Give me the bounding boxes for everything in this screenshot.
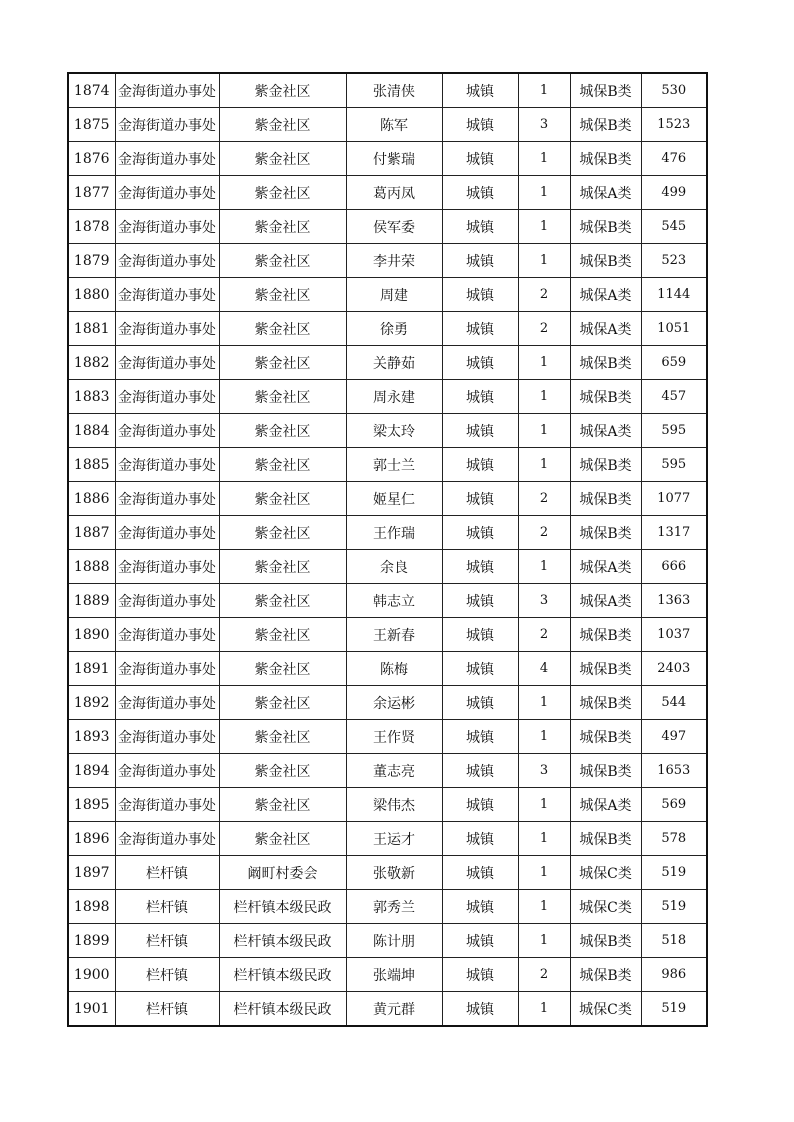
amount-cell: 1653 bbox=[641, 754, 707, 788]
insurance-category-cell: 城保B类 bbox=[570, 346, 641, 380]
household-count-cell: 1 bbox=[518, 890, 570, 924]
insurance-category-cell: 城保B类 bbox=[570, 482, 641, 516]
amount-cell: 2403 bbox=[641, 652, 707, 686]
amount-cell: 1051 bbox=[641, 312, 707, 346]
household-count-cell: 1 bbox=[518, 550, 570, 584]
area-type-cell: 城镇 bbox=[442, 380, 518, 414]
insurance-category-cell: 城保B类 bbox=[570, 958, 641, 992]
area-type-cell: 城镇 bbox=[442, 516, 518, 550]
amount-cell: 578 bbox=[641, 822, 707, 856]
amount-cell: 666 bbox=[641, 550, 707, 584]
community-cell: 紫金社区 bbox=[219, 312, 346, 346]
row-number-cell: 1879 bbox=[68, 244, 115, 278]
area-type-cell: 城镇 bbox=[442, 312, 518, 346]
area-type-cell: 城镇 bbox=[442, 890, 518, 924]
amount-cell: 1144 bbox=[641, 278, 707, 312]
row-number-cell: 1887 bbox=[68, 516, 115, 550]
table-row bbox=[68, 346, 707, 380]
table-row bbox=[68, 278, 707, 312]
amount-cell: 476 bbox=[641, 142, 707, 176]
person-name-cell: 侯军委 bbox=[346, 210, 442, 244]
community-cell: 栏杆镇本级民政 bbox=[219, 890, 346, 924]
amount-cell: 986 bbox=[641, 958, 707, 992]
street-office-cell: 金海街道办事处 bbox=[115, 414, 219, 448]
community-cell: 紫金社区 bbox=[219, 448, 346, 482]
row-number-cell: 1888 bbox=[68, 550, 115, 584]
community-cell: 栏杆镇本级民政 bbox=[219, 992, 346, 1027]
community-cell: 紫金社区 bbox=[219, 73, 346, 108]
table-row bbox=[68, 822, 707, 856]
insurance-category-cell: 城保B类 bbox=[570, 73, 641, 108]
row-number-cell: 1893 bbox=[68, 720, 115, 754]
street-office-cell: 金海街道办事处 bbox=[115, 244, 219, 278]
area-type-cell: 城镇 bbox=[442, 448, 518, 482]
street-office-cell: 金海街道办事处 bbox=[115, 108, 219, 142]
row-number-cell: 1882 bbox=[68, 346, 115, 380]
table-row bbox=[68, 142, 707, 176]
amount-cell: 519 bbox=[641, 992, 707, 1027]
table-row bbox=[68, 482, 707, 516]
table-row bbox=[68, 108, 707, 142]
table-row bbox=[68, 652, 707, 686]
community-cell: 栏杆镇本级民政 bbox=[219, 924, 346, 958]
community-cell: 紫金社区 bbox=[219, 618, 346, 652]
insurance-category-cell: 城保A类 bbox=[570, 312, 641, 346]
area-type-cell: 城镇 bbox=[442, 278, 518, 312]
household-count-cell: 1 bbox=[518, 73, 570, 108]
community-cell: 紫金社区 bbox=[219, 278, 346, 312]
insurance-category-cell: 城保A类 bbox=[570, 550, 641, 584]
amount-cell: 1077 bbox=[641, 482, 707, 516]
area-type-cell: 城镇 bbox=[442, 856, 518, 890]
street-office-cell: 金海街道办事处 bbox=[115, 618, 219, 652]
row-number-cell: 1875 bbox=[68, 108, 115, 142]
area-type-cell: 城镇 bbox=[442, 924, 518, 958]
person-name-cell: 董志亮 bbox=[346, 754, 442, 788]
street-office-cell: 金海街道办事处 bbox=[115, 380, 219, 414]
table-row bbox=[68, 516, 707, 550]
insurance-category-cell: 城保B类 bbox=[570, 822, 641, 856]
row-number-cell: 1874 bbox=[68, 73, 115, 108]
amount-cell: 659 bbox=[641, 346, 707, 380]
table-row bbox=[68, 448, 707, 482]
amount-cell: 569 bbox=[641, 788, 707, 822]
community-cell: 紫金社区 bbox=[219, 754, 346, 788]
person-name-cell: 陈军 bbox=[346, 108, 442, 142]
person-name-cell: 王新春 bbox=[346, 618, 442, 652]
table-row bbox=[68, 992, 707, 1027]
street-office-cell: 金海街道办事处 bbox=[115, 720, 219, 754]
table-row bbox=[68, 686, 707, 720]
community-cell: 紫金社区 bbox=[219, 788, 346, 822]
row-number-cell: 1880 bbox=[68, 278, 115, 312]
table-row bbox=[68, 244, 707, 278]
table-row bbox=[68, 414, 707, 448]
community-cell: 紫金社区 bbox=[219, 346, 346, 380]
amount-cell: 519 bbox=[641, 856, 707, 890]
community-cell: 紫金社区 bbox=[219, 414, 346, 448]
household-count-cell: 3 bbox=[518, 108, 570, 142]
street-office-cell: 栏杆镇 bbox=[115, 992, 219, 1027]
area-type-cell: 城镇 bbox=[442, 482, 518, 516]
street-office-cell: 金海街道办事处 bbox=[115, 822, 219, 856]
person-name-cell: 韩志立 bbox=[346, 584, 442, 618]
household-count-cell: 1 bbox=[518, 924, 570, 958]
amount-cell: 1037 bbox=[641, 618, 707, 652]
person-name-cell: 陈梅 bbox=[346, 652, 442, 686]
insurance-category-cell: 城保B类 bbox=[570, 618, 641, 652]
community-cell: 紫金社区 bbox=[219, 686, 346, 720]
person-name-cell: 陈计朋 bbox=[346, 924, 442, 958]
table-body bbox=[68, 73, 707, 1026]
household-count-cell: 1 bbox=[518, 380, 570, 414]
person-name-cell: 徐勇 bbox=[346, 312, 442, 346]
amount-cell: 545 bbox=[641, 210, 707, 244]
row-number-cell: 1881 bbox=[68, 312, 115, 346]
area-type-cell: 城镇 bbox=[442, 788, 518, 822]
area-type-cell: 城镇 bbox=[442, 618, 518, 652]
community-cell: 紫金社区 bbox=[219, 380, 346, 414]
row-number-cell: 1891 bbox=[68, 652, 115, 686]
street-office-cell: 金海街道办事处 bbox=[115, 210, 219, 244]
insurance-category-cell: 城保A类 bbox=[570, 278, 641, 312]
area-type-cell: 城镇 bbox=[442, 210, 518, 244]
table-row bbox=[68, 788, 707, 822]
community-cell: 紫金社区 bbox=[219, 720, 346, 754]
area-type-cell: 城镇 bbox=[442, 73, 518, 108]
street-office-cell: 金海街道办事处 bbox=[115, 346, 219, 380]
amount-cell: 1363 bbox=[641, 584, 707, 618]
household-count-cell: 1 bbox=[518, 414, 570, 448]
household-count-cell: 1 bbox=[518, 176, 570, 210]
household-count-cell: 1 bbox=[518, 788, 570, 822]
table-row bbox=[68, 754, 707, 788]
street-office-cell: 金海街道办事处 bbox=[115, 142, 219, 176]
community-cell: 紫金社区 bbox=[219, 142, 346, 176]
row-number-cell: 1885 bbox=[68, 448, 115, 482]
street-office-cell: 金海街道办事处 bbox=[115, 788, 219, 822]
row-number-cell: 1895 bbox=[68, 788, 115, 822]
area-type-cell: 城镇 bbox=[442, 108, 518, 142]
community-cell: 阚町村委会 bbox=[219, 856, 346, 890]
row-number-cell: 1878 bbox=[68, 210, 115, 244]
household-count-cell: 1 bbox=[518, 686, 570, 720]
table-row bbox=[68, 720, 707, 754]
area-type-cell: 城镇 bbox=[442, 652, 518, 686]
street-office-cell: 金海街道办事处 bbox=[115, 584, 219, 618]
amount-cell: 497 bbox=[641, 720, 707, 754]
person-name-cell: 郭秀兰 bbox=[346, 890, 442, 924]
street-office-cell: 金海街道办事处 bbox=[115, 754, 219, 788]
row-number-cell: 1894 bbox=[68, 754, 115, 788]
area-type-cell: 城镇 bbox=[442, 992, 518, 1027]
person-name-cell: 周建 bbox=[346, 278, 442, 312]
street-office-cell: 金海街道办事处 bbox=[115, 73, 219, 108]
table-row bbox=[68, 618, 707, 652]
person-name-cell: 周永建 bbox=[346, 380, 442, 414]
community-cell: 紫金社区 bbox=[219, 108, 346, 142]
person-name-cell: 姬星仁 bbox=[346, 482, 442, 516]
amount-cell: 519 bbox=[641, 890, 707, 924]
person-name-cell: 王作瑞 bbox=[346, 516, 442, 550]
table-row bbox=[68, 176, 707, 210]
household-count-cell: 2 bbox=[518, 618, 570, 652]
person-name-cell: 梁伟杰 bbox=[346, 788, 442, 822]
insurance-category-cell: 城保B类 bbox=[570, 652, 641, 686]
area-type-cell: 城镇 bbox=[442, 346, 518, 380]
street-office-cell: 栏杆镇 bbox=[115, 890, 219, 924]
row-number-cell: 1900 bbox=[68, 958, 115, 992]
person-name-cell: 付紫瑞 bbox=[346, 142, 442, 176]
amount-cell: 530 bbox=[641, 73, 707, 108]
insurance-category-cell: 城保B类 bbox=[570, 924, 641, 958]
insurance-category-cell: 城保A类 bbox=[570, 788, 641, 822]
row-number-cell: 1898 bbox=[68, 890, 115, 924]
household-count-cell: 1 bbox=[518, 720, 570, 754]
household-count-cell: 3 bbox=[518, 754, 570, 788]
household-count-cell: 1 bbox=[518, 210, 570, 244]
person-name-cell: 张清侠 bbox=[346, 73, 442, 108]
area-type-cell: 城镇 bbox=[442, 176, 518, 210]
insurance-category-cell: 城保B类 bbox=[570, 686, 641, 720]
community-cell: 栏杆镇本级民政 bbox=[219, 958, 346, 992]
community-cell: 紫金社区 bbox=[219, 550, 346, 584]
area-type-cell: 城镇 bbox=[442, 720, 518, 754]
street-office-cell: 金海街道办事处 bbox=[115, 482, 219, 516]
person-name-cell: 关静茹 bbox=[346, 346, 442, 380]
table-row bbox=[68, 312, 707, 346]
community-cell: 紫金社区 bbox=[219, 210, 346, 244]
household-count-cell: 2 bbox=[518, 516, 570, 550]
household-count-cell: 1 bbox=[518, 142, 570, 176]
amount-cell: 523 bbox=[641, 244, 707, 278]
insurance-category-cell: 城保B类 bbox=[570, 108, 641, 142]
household-count-cell: 1 bbox=[518, 856, 570, 890]
area-type-cell: 城镇 bbox=[442, 550, 518, 584]
street-office-cell: 金海街道办事处 bbox=[115, 652, 219, 686]
row-number-cell: 1892 bbox=[68, 686, 115, 720]
insurance-category-cell: 城保C类 bbox=[570, 856, 641, 890]
household-count-cell: 1 bbox=[518, 346, 570, 380]
insurance-category-cell: 城保B类 bbox=[570, 210, 641, 244]
insurance-category-cell: 城保B类 bbox=[570, 720, 641, 754]
community-cell: 紫金社区 bbox=[219, 482, 346, 516]
table-row bbox=[68, 584, 707, 618]
insurance-category-cell: 城保C类 bbox=[570, 890, 641, 924]
person-name-cell: 余运彬 bbox=[346, 686, 442, 720]
amount-cell: 595 bbox=[641, 414, 707, 448]
row-number-cell: 1877 bbox=[68, 176, 115, 210]
table-row bbox=[68, 856, 707, 890]
street-office-cell: 金海街道办事处 bbox=[115, 448, 219, 482]
person-name-cell: 黄元群 bbox=[346, 992, 442, 1027]
insurance-category-cell: 城保A类 bbox=[570, 176, 641, 210]
amount-cell: 1523 bbox=[641, 108, 707, 142]
row-number-cell: 1890 bbox=[68, 618, 115, 652]
household-count-cell: 3 bbox=[518, 584, 570, 618]
street-office-cell: 金海街道办事处 bbox=[115, 516, 219, 550]
row-number-cell: 1896 bbox=[68, 822, 115, 856]
area-type-cell: 城镇 bbox=[442, 686, 518, 720]
person-name-cell: 葛丙凤 bbox=[346, 176, 442, 210]
amount-cell: 457 bbox=[641, 380, 707, 414]
insurance-category-cell: 城保A类 bbox=[570, 414, 641, 448]
insurance-category-cell: 城保A类 bbox=[570, 584, 641, 618]
insurance-category-cell: 城保C类 bbox=[570, 992, 641, 1027]
table-row bbox=[68, 924, 707, 958]
amount-cell: 544 bbox=[641, 686, 707, 720]
table-row bbox=[68, 210, 707, 244]
household-count-cell: 2 bbox=[518, 482, 570, 516]
row-number-cell: 1889 bbox=[68, 584, 115, 618]
insurance-category-cell: 城保B类 bbox=[570, 380, 641, 414]
insurance-category-cell: 城保B类 bbox=[570, 516, 641, 550]
community-cell: 紫金社区 bbox=[219, 244, 346, 278]
area-type-cell: 城镇 bbox=[442, 822, 518, 856]
table-row bbox=[68, 958, 707, 992]
household-count-cell: 2 bbox=[518, 958, 570, 992]
row-number-cell: 1901 bbox=[68, 992, 115, 1027]
community-cell: 紫金社区 bbox=[219, 176, 346, 210]
community-cell: 紫金社区 bbox=[219, 584, 346, 618]
row-number-cell: 1886 bbox=[68, 482, 115, 516]
amount-cell: 1317 bbox=[641, 516, 707, 550]
amount-cell: 595 bbox=[641, 448, 707, 482]
insurance-category-cell: 城保B类 bbox=[570, 142, 641, 176]
street-office-cell: 栏杆镇 bbox=[115, 856, 219, 890]
street-office-cell: 栏杆镇 bbox=[115, 924, 219, 958]
person-name-cell: 张端坤 bbox=[346, 958, 442, 992]
area-type-cell: 城镇 bbox=[442, 584, 518, 618]
household-count-cell: 1 bbox=[518, 992, 570, 1027]
area-type-cell: 城镇 bbox=[442, 958, 518, 992]
person-name-cell: 王运才 bbox=[346, 822, 442, 856]
area-type-cell: 城镇 bbox=[442, 754, 518, 788]
benefits-table bbox=[67, 72, 708, 1027]
area-type-cell: 城镇 bbox=[442, 142, 518, 176]
insurance-category-cell: 城保B类 bbox=[570, 244, 641, 278]
table-row bbox=[68, 550, 707, 584]
insurance-category-cell: 城保B类 bbox=[570, 754, 641, 788]
person-name-cell: 王作贤 bbox=[346, 720, 442, 754]
area-type-cell: 城镇 bbox=[442, 414, 518, 448]
row-number-cell: 1899 bbox=[68, 924, 115, 958]
row-number-cell: 1883 bbox=[68, 380, 115, 414]
household-count-cell: 1 bbox=[518, 244, 570, 278]
household-count-cell: 1 bbox=[518, 448, 570, 482]
person-name-cell: 余良 bbox=[346, 550, 442, 584]
row-number-cell: 1884 bbox=[68, 414, 115, 448]
row-number-cell: 1897 bbox=[68, 856, 115, 890]
document-page bbox=[67, 72, 708, 1027]
area-type-cell: 城镇 bbox=[442, 244, 518, 278]
street-office-cell: 金海街道办事处 bbox=[115, 176, 219, 210]
person-name-cell: 李井荣 bbox=[346, 244, 442, 278]
street-office-cell: 金海街道办事处 bbox=[115, 550, 219, 584]
community-cell: 紫金社区 bbox=[219, 822, 346, 856]
amount-cell: 518 bbox=[641, 924, 707, 958]
street-office-cell: 金海街道办事处 bbox=[115, 312, 219, 346]
household-count-cell: 4 bbox=[518, 652, 570, 686]
insurance-category-cell: 城保B类 bbox=[570, 448, 641, 482]
row-number-cell: 1876 bbox=[68, 142, 115, 176]
table-row bbox=[68, 890, 707, 924]
household-count-cell: 2 bbox=[518, 278, 570, 312]
person-name-cell: 郭士兰 bbox=[346, 448, 442, 482]
street-office-cell: 栏杆镇 bbox=[115, 958, 219, 992]
street-office-cell: 金海街道办事处 bbox=[115, 686, 219, 720]
household-count-cell: 1 bbox=[518, 822, 570, 856]
street-office-cell: 金海街道办事处 bbox=[115, 278, 219, 312]
household-count-cell: 2 bbox=[518, 312, 570, 346]
person-name-cell: 张敬新 bbox=[346, 856, 442, 890]
amount-cell: 499 bbox=[641, 176, 707, 210]
table-row bbox=[68, 380, 707, 414]
person-name-cell: 梁太玲 bbox=[346, 414, 442, 448]
community-cell: 紫金社区 bbox=[219, 652, 346, 686]
community-cell: 紫金社区 bbox=[219, 516, 346, 550]
table-row bbox=[68, 73, 707, 108]
